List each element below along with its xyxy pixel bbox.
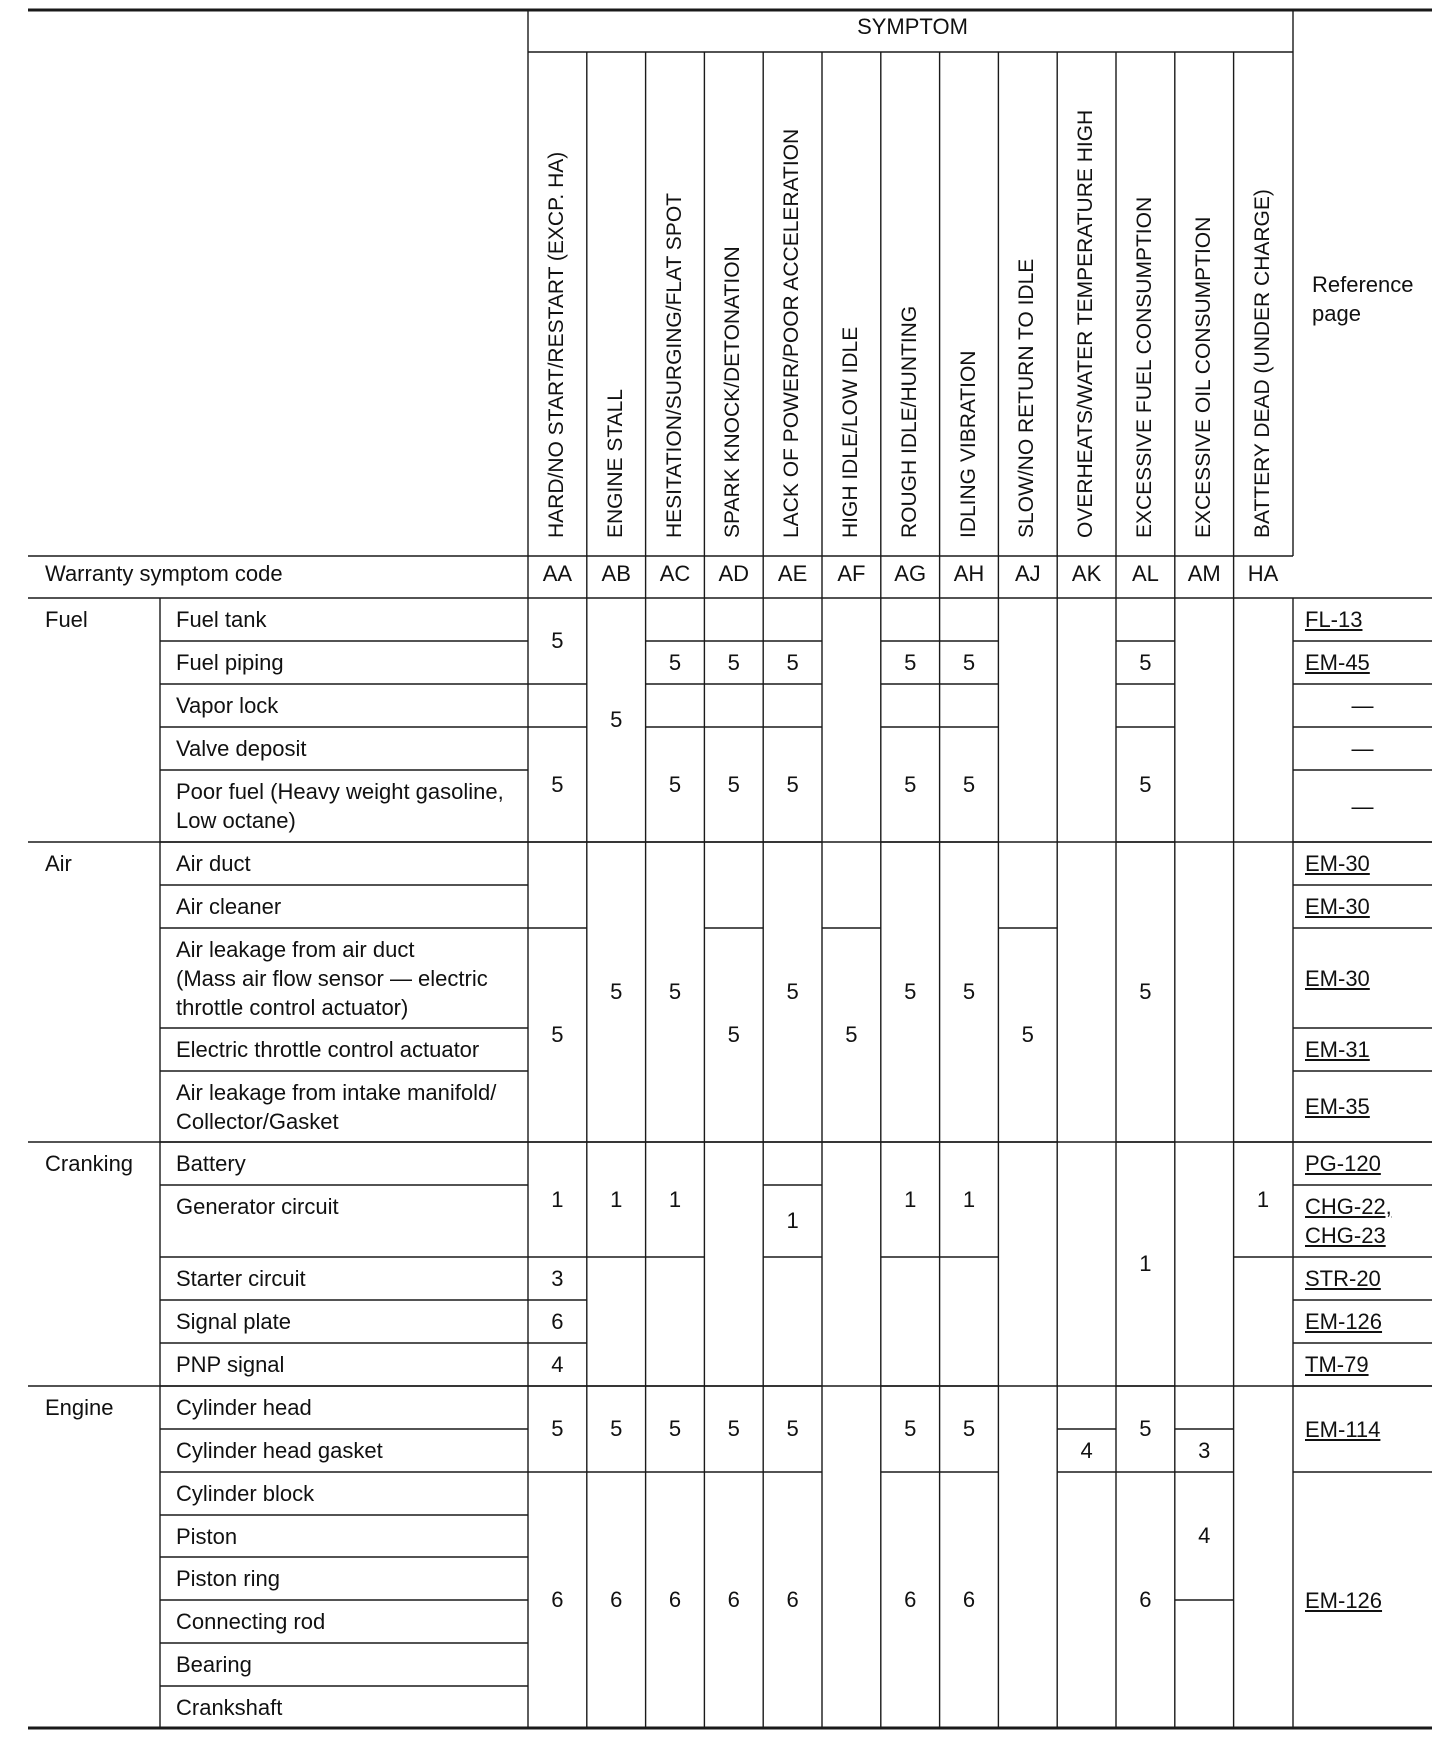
item-label: PNP signal (176, 1352, 285, 1377)
item-label: Electric throttle control actuator (176, 1037, 480, 1062)
rating-value: 5 (1139, 771, 1152, 797)
item-label: Low octane) (176, 808, 296, 833)
item-label: Air cleaner (176, 894, 282, 919)
reference-link[interactable]: EM-35 (1305, 1094, 1370, 1119)
rating-value: 5 (786, 649, 799, 675)
symptom-header: HARD/NO START/RESTART (EXCP. HA) (545, 151, 568, 538)
rating-value: 5 (962, 771, 976, 797)
symptom-code: AH (953, 561, 985, 586)
rating-value: 5 (1139, 649, 1152, 675)
rating-value: 5 (551, 1416, 564, 1441)
reference-title-text: Reference page (1312, 272, 1414, 326)
rating-value: 5 (962, 649, 976, 675)
rating-value: 6 (551, 1587, 564, 1612)
rating-value: 5 (904, 771, 917, 797)
reference-link[interactable]: EM-31 (1305, 1037, 1370, 1062)
rating-value: 1 (786, 1208, 799, 1233)
rating-value: 3 (1198, 1437, 1211, 1463)
symptom-code: AD (718, 561, 750, 586)
rating-value: 5 (786, 771, 799, 797)
reference-link[interactable]: EM-30 (1305, 965, 1370, 991)
rating-value: 5 (610, 979, 623, 1004)
rating-value: 6 (786, 1587, 799, 1612)
rating-value: 5 (962, 1416, 976, 1441)
item-label: Battery (176, 1151, 246, 1176)
rating-value: 5 (1139, 979, 1152, 1004)
rating-value: 5 (551, 771, 564, 797)
rating-value: 6 (904, 1587, 917, 1612)
item-label: Air duct (176, 851, 251, 876)
rating-value: 1 (904, 1186, 917, 1212)
reference-dash: — (1351, 736, 1374, 761)
rating-value: 5 (962, 979, 976, 1004)
rating-value: 5 (668, 1416, 682, 1441)
item-label: Cylinder head gasket (176, 1438, 383, 1463)
rating-value: 6 (668, 1587, 682, 1612)
rating-value: 5 (786, 1416, 799, 1441)
symptom-code: AM (1187, 561, 1221, 586)
item-label: Signal plate (176, 1309, 291, 1334)
item-label: Cylinder block (176, 1481, 315, 1506)
rating-value: 5 (727, 1416, 740, 1441)
item-label: Piston (176, 1524, 238, 1549)
symptom-code: AK (1071, 561, 1102, 586)
symptom-header: OVERHEATS/WATER TEMPERATURE HIGH (1074, 109, 1098, 538)
symptom-header: SPARK KNOCK/DETONATION (721, 246, 745, 538)
rating-value: 5 (551, 628, 564, 653)
reference-link[interactable]: EM-30 (1305, 894, 1370, 919)
symptom-header: SLOW/NO RETURN TO IDLE (1015, 258, 1039, 538)
symptom-header: ROUGH IDLE/HUNTING (897, 305, 921, 538)
reference-link[interactable]: EM-126 (1305, 1587, 1383, 1613)
item-label: Starter circuit (176, 1266, 306, 1291)
rating-value: 4 (551, 1351, 564, 1377)
item-label: Crankshaft (176, 1695, 283, 1720)
item-label: Generator circuit (176, 1194, 339, 1219)
rating-value: 1 (1256, 1186, 1270, 1212)
reference-title (1312, 270, 1452, 328)
symptom-code: AL (1131, 561, 1159, 586)
reference-link[interactable]: EM-126 (1305, 1309, 1383, 1334)
symptom-code: AC (659, 561, 691, 586)
rating-value: 5 (845, 1022, 858, 1047)
rating-value: 5 (727, 649, 740, 675)
symptom-header: IDLING VIBRATION (956, 350, 980, 538)
rating-value: 5 (727, 771, 740, 797)
symptom-header: EXCESSIVE FUEL CONSUMPTION (1133, 196, 1156, 538)
rating-value: 4 (1198, 1523, 1211, 1548)
category-label: Cranking (45, 1151, 134, 1176)
symptom-title: SYMPTOM (857, 14, 968, 39)
warranty-code-label: Warranty symptom code (45, 561, 283, 586)
rating-value: 5 (668, 649, 682, 675)
item-label: Cylinder head (176, 1395, 312, 1420)
reference-link[interactable]: CHG-22, (1305, 1194, 1392, 1219)
rating-value: 5 (610, 707, 623, 732)
symptom-code: AF (837, 561, 866, 586)
symptom-header: EXCESSIVE OIL CONSUMPTION (1191, 216, 1215, 538)
rating-value: 1 (551, 1186, 564, 1212)
rating-value: 5 (904, 649, 917, 675)
reference-dash: — (1351, 693, 1374, 718)
rating-value: 5 (668, 979, 682, 1004)
reference-link[interactable]: TM-79 (1305, 1352, 1369, 1377)
rating-value: 6 (727, 1587, 740, 1612)
rating-value: 4 (1080, 1437, 1093, 1463)
symptom-code: HA (1247, 561, 1279, 586)
rating-value: 1 (1139, 1251, 1152, 1276)
item-label: Poor fuel (Heavy weight gasoline, (176, 779, 504, 804)
item-label: Collector/Gasket (176, 1109, 339, 1134)
symptom-code: AJ (1014, 561, 1041, 586)
reference-link[interactable]: STR-20 (1305, 1266, 1381, 1291)
symptom-header: ENGINE STALL (603, 389, 627, 538)
rating-value: 3 (551, 1265, 564, 1291)
category-label: Engine (45, 1395, 114, 1420)
reference-link[interactable]: EM-45 (1305, 650, 1370, 675)
reference-link[interactable]: PG-120 (1305, 1151, 1381, 1176)
category-label: Fuel (45, 607, 88, 632)
item-label: throttle control actuator) (176, 995, 409, 1020)
symptom-code: AE (777, 561, 808, 586)
symptom-code: AB (601, 561, 631, 586)
symptom-header: HESITATION/SURGING/FLAT SPOT (662, 193, 686, 538)
rating-value: 5 (904, 979, 917, 1004)
item-label: Vapor lock (176, 693, 279, 718)
symptom-header: BATTERY DEAD (UNDER CHARGE) (1250, 189, 1274, 538)
symptom-code: AG (894, 561, 927, 586)
symptom-code: AA (542, 561, 573, 586)
item-label: Connecting rod (176, 1609, 326, 1634)
symptom-header: LACK OF POWER/POOR ACCELERATION (780, 128, 804, 538)
rating-value: 5 (727, 1022, 740, 1047)
rating-value: 6 (610, 1587, 623, 1612)
item-label: Fuel tank (176, 607, 267, 632)
item-label: (Mass air flow sensor — electric (176, 966, 488, 991)
rating-value: 5 (904, 1416, 917, 1441)
item-label: Piston ring (176, 1566, 280, 1591)
rating-value: 5 (610, 1416, 623, 1441)
reference-dash: — (1351, 793, 1374, 819)
rating-value: 5 (1021, 1022, 1034, 1047)
rating-value: 1 (610, 1186, 623, 1212)
rating-value: 5 (1139, 1416, 1152, 1441)
reference-link[interactable]: FL-13 (1305, 607, 1363, 632)
item-label: Bearing (176, 1652, 252, 1677)
reference-link[interactable]: EM-114 (1305, 1416, 1381, 1442)
rating-value: 5 (668, 771, 682, 797)
rating-value: 5 (786, 979, 799, 1004)
rating-value: 6 (1139, 1587, 1152, 1612)
item-label: Air leakage from air duct (176, 937, 415, 962)
rating-value: 1 (668, 1186, 682, 1212)
reference-link[interactable]: CHG-23 (1305, 1223, 1386, 1248)
rating-value: 5 (551, 1022, 564, 1047)
item-label: Fuel piping (176, 650, 284, 675)
item-label: Valve deposit (176, 736, 307, 761)
rating-value: 1 (962, 1186, 976, 1212)
symptom-header: HIGH IDLE/LOW IDLE (839, 326, 862, 538)
rating-value: 6 (551, 1308, 564, 1334)
category-label: Air (45, 851, 72, 876)
item-label: Air leakage from intake manifold/ (176, 1080, 497, 1105)
reference-link[interactable]: EM-30 (1305, 851, 1370, 876)
rating-value: 6 (962, 1587, 976, 1612)
